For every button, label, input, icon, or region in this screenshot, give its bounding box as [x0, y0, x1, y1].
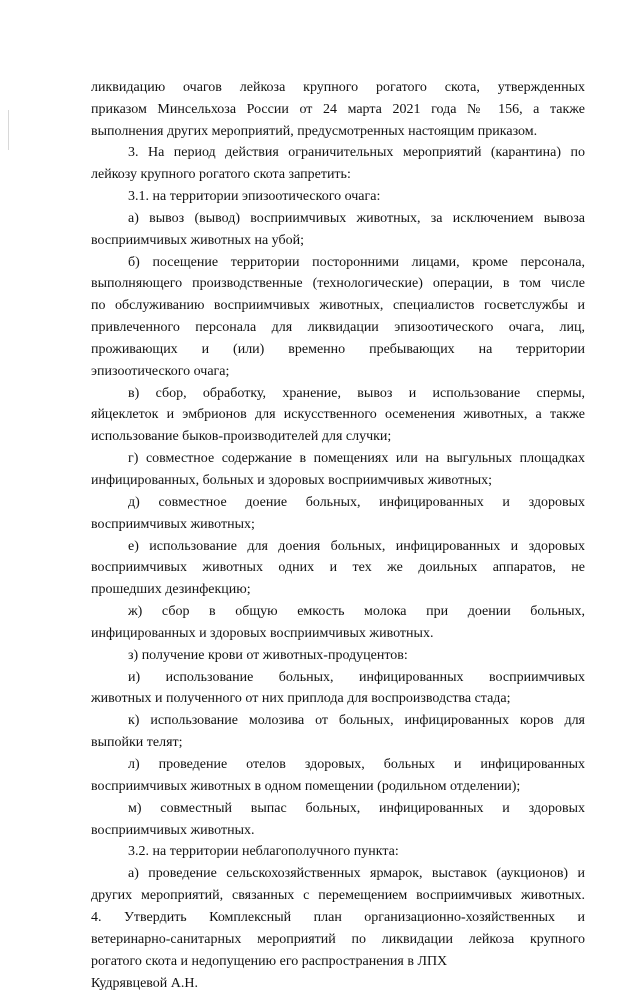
text-line: восприимчивых животных одних и тех же доильных аппаратов, не	[91, 560, 585, 575]
text-line: ж) сбор в общую емкость молока при доении больных,	[128, 604, 585, 619]
text-line: проживающих и (или) временно пребывающих на территории	[91, 342, 585, 357]
text-line: 3.2. на территории неблагополучного пункта:	[128, 844, 399, 859]
text-line: д) совместное доение больных, инфицированных и здоровых	[128, 495, 585, 510]
text-line: яйцеклеток и эмбрионов для искусственного осеменения животных, а также	[91, 407, 585, 422]
text-line: 3.1. на территории эпизоотического очага:	[128, 189, 381, 204]
text-line: ликвидацию очагов лейкоза крупного рогатого скота, утвержденных	[91, 80, 585, 95]
text-line: привлеченного персонала для ликвидации эпизоотического очага, лиц,	[91, 320, 585, 335]
text-line: инфицированных и здоровых восприимчивых животных.	[91, 626, 434, 641]
margin-scan-mark	[8, 110, 9, 150]
text-line: выполнения других мероприятий, предусмотренных настоящим приказом.	[91, 124, 538, 139]
text-line: эпизоотического очага;	[91, 364, 230, 379]
text-line: восприимчивых животных на убой;	[91, 233, 305, 248]
text-line: использование быков-производителей для случки;	[91, 429, 392, 444]
text-line: приказом Минсельхоза России от 24 марта 2021 года № 156, а также	[91, 102, 585, 117]
text-line: в) сбор, обработку, хранение, вывоз и использование спермы,	[128, 386, 585, 401]
text-line: инфицированных, больных и здоровых восприимчивых животных;	[91, 473, 493, 488]
text-line: выполняющего производственные (технологические) операции, в том числе	[91, 276, 585, 291]
text-line: восприимчивых животных.	[91, 823, 255, 838]
text-line: и) использование больных, инфицированных восприимчивых	[128, 670, 585, 685]
text-line: 4. Утвердить Комплексный план организационно-хозяйственных и	[91, 910, 585, 925]
text-line: восприимчивых животных в одном помещении (родильном отделении);	[91, 779, 521, 794]
text-line: а) проведение сельскохозяйственных ярмарок, выставок (аукционов) и	[128, 866, 585, 881]
text-line: лейкозу крупного рогатого скота запретить:	[91, 167, 351, 182]
text-line: Кудрявцевой А.Н.	[91, 976, 199, 991]
text-line: г) совместное содержание в помещениях или на выгульных площадках	[128, 451, 585, 466]
text-line: м) совместный выпас больных, инфицированных и здоровых	[128, 801, 585, 816]
text-line: других мероприятий, связанных с перемещением восприимчивых животных.	[91, 888, 585, 903]
text-line: л) проведение отелов здоровых, больных и инфицированных	[128, 757, 585, 772]
text-line: а) вывоз (вывод) восприимчивых животных, за исключением вывоза	[128, 211, 585, 226]
text-line: животных и полученного от них приплода для воспроизводства стада;	[91, 691, 511, 706]
text-line: рогатого скота и недопущению его распространения в ЛПХ	[91, 954, 448, 969]
text-line: з) получение крови от животных-продуцентов:	[128, 648, 408, 663]
text-line: 3. На период действия ограничительных мероприятий (карантина) по	[128, 145, 585, 160]
text-line: ветеринарно-санитарных мероприятий по ликвидации лейкоза крупного	[91, 932, 585, 947]
text-line: по обслуживанию восприимчивых животных, специалистов госветслужбы и	[91, 298, 585, 313]
text-line: б) посещение территории посторонними лицами, кроме персонала,	[128, 255, 585, 270]
text-line: е) использование для доения больных, инфицированных и здоровых	[128, 539, 585, 554]
text-line: выпойки телят;	[91, 735, 183, 750]
text-line: к) использование молозива от больных, инфицированных коров для	[128, 713, 585, 728]
text-line: восприимчивых животных;	[91, 517, 255, 532]
text-line: прошедших дезинфекцию;	[91, 582, 251, 597]
